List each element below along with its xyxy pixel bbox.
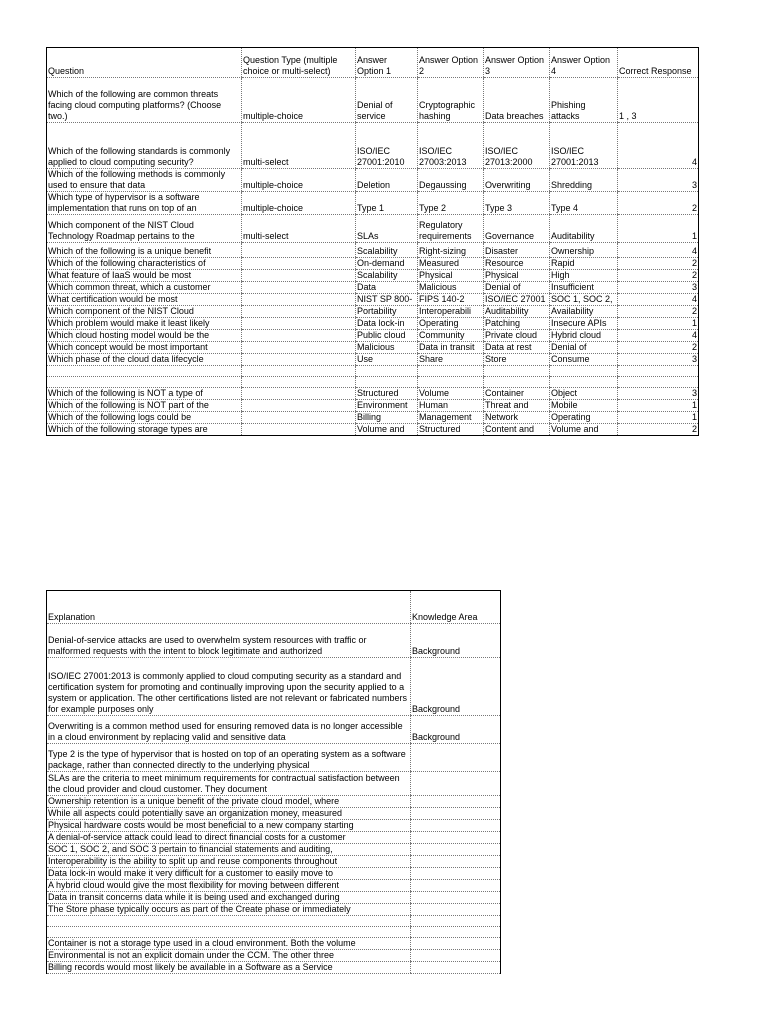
table-cell: Overwriting is a common method used for ensuring removed data is no longer accessible in a cloud environment by replacing valid and sensitive data [47, 716, 411, 744]
table-cell: multi-select [242, 215, 356, 243]
table-row [47, 938, 501, 950]
table-cell [411, 808, 501, 820]
table-cell [242, 342, 356, 354]
table-cell: Type 4 [550, 192, 618, 215]
table-cell: Cryptographic hashing [418, 78, 484, 123]
table-cell: Consume [550, 354, 618, 366]
table-cell: Which of the following are common threats facing cloud computing platforms? (Choose two.) [47, 78, 242, 123]
table-cell [411, 744, 501, 772]
table-cell: Network [484, 412, 550, 424]
table-cell: ISO/IEC 27013:2000 [484, 123, 550, 169]
table-cell: Which of the following methods is commonly used to ensure that data [47, 169, 242, 192]
table-cell [411, 772, 501, 796]
table-row [47, 306, 699, 318]
table-cell: Which cloud hosting model would be the [47, 330, 242, 342]
table-cell: Object [550, 388, 618, 400]
table-cell [411, 916, 501, 927]
table-cell: 1 [618, 400, 699, 412]
table-cell: 2 [618, 306, 699, 318]
table-cell: Which problem would make it least likely [47, 318, 242, 330]
table-cell: Interoperability is the ability to split up and reuse components throughout [47, 856, 411, 868]
table-cell: Data in transit concerns data while it is being used and exchanged during [47, 892, 411, 904]
table-cell: 1 [618, 318, 699, 330]
table-cell: 2 [618, 424, 699, 436]
table-cell [411, 950, 501, 962]
table-cell: Billing [356, 412, 418, 424]
header-cell: Question Type (multiple choice or multi-select) [242, 48, 356, 78]
table-row [47, 123, 699, 169]
table-row [47, 424, 699, 436]
table-cell: Container is not a storage type used in a cloud environment. Both the volume [47, 938, 411, 950]
table-cell: multiple-choice [242, 192, 356, 215]
table-row [47, 78, 699, 123]
table-cell: Human [418, 400, 484, 412]
header-cell: Answer Option 2 [418, 48, 484, 78]
explanation-table [46, 590, 501, 974]
table-cell: Type 2 is the type of hypervisor that is hosted on top of an operating system as a software package, rather than connected directly to the underlying physical [47, 744, 411, 772]
table-cell: A hybrid cloud would give the most flexibility for moving between different [47, 880, 411, 892]
table-cell [484, 366, 550, 377]
table-row [47, 377, 699, 388]
table-cell [411, 868, 501, 880]
table-cell: Threat and [484, 400, 550, 412]
table-cell: Denial of [550, 342, 618, 354]
table-cell: ISO/IEC 27001:2013 is commonly applied to cloud computing security as a standard and certification system for promoting and continually improving upon the security applied to a system or application. The other certifications listed are not relevant or fabricated numbers for example purposes only [47, 658, 411, 716]
table-row [47, 330, 699, 342]
table-cell [242, 400, 356, 412]
table-row [47, 868, 501, 880]
table-row [47, 658, 501, 716]
table-cell: Background [411, 716, 501, 744]
table-cell: Store [484, 354, 550, 366]
table-cell: SLAs [356, 215, 418, 243]
table-row [47, 342, 699, 354]
table-cell: 3 [618, 354, 699, 366]
table-cell: Which concept would be most important [47, 342, 242, 354]
table-row [47, 820, 501, 832]
table-row [47, 243, 699, 258]
table-cell: SLAs are the criteria to meet minimum requirements for contractual satisfaction between the cloud provider and cloud customer. They document [47, 772, 411, 796]
table-cell: Resource [484, 258, 550, 270]
table-cell: Background [411, 624, 501, 658]
table-cell [411, 938, 501, 950]
table-cell: Operating [418, 318, 484, 330]
table-cell: Community [418, 330, 484, 342]
table-cell: Measured [418, 258, 484, 270]
table-cell: Which of the following logs could be [47, 412, 242, 424]
table-row [47, 215, 699, 243]
table-row [47, 716, 501, 744]
table-cell: Ownership retention is a unique benefit of the private cloud model, where [47, 796, 411, 808]
table-cell: Deletion [356, 169, 418, 192]
table-row [47, 294, 699, 306]
table-cell: Portability [356, 306, 418, 318]
table-cell: Environment [356, 400, 418, 412]
table-cell: Type 1 [356, 192, 418, 215]
table-cell [418, 366, 484, 377]
table-cell: Shredding [550, 169, 618, 192]
table-cell: 3 [618, 169, 699, 192]
table-cell: Private cloud [484, 330, 550, 342]
table-cell [411, 892, 501, 904]
table-row [47, 832, 501, 844]
table-cell: Which type of hypervisor is a software implementation that runs on top of an [47, 192, 242, 215]
table-cell: ISO/IEC 27001:2013 [550, 123, 618, 169]
table-cell: SOC 1, SOC 2, and SOC 3 pertain to financial statements and auditing, [47, 844, 411, 856]
table-cell: Scalability [356, 243, 418, 258]
table-cell: Which of the following is NOT a type of [47, 388, 242, 400]
table-row [47, 808, 501, 820]
table-cell: Environmental is not an explicit domain under the CCM. The other three [47, 950, 411, 962]
table-cell: 3 [618, 388, 699, 400]
table-cell: 2 [618, 192, 699, 215]
table-cell: 1 [618, 215, 699, 243]
table-cell: Governance [484, 215, 550, 243]
table-cell: ISO/IEC 27001:2010 [356, 123, 418, 169]
table-cell: Type 3 [484, 192, 550, 215]
table-row [47, 192, 699, 215]
table-cell [356, 366, 418, 377]
table-cell: Physical hardware costs would be most beneficial to a new company starting [47, 820, 411, 832]
table-cell: Which component of the NIST Cloud Technology Roadmap pertains to the [47, 215, 242, 243]
table-cell: Ownership [550, 243, 618, 258]
table-cell [411, 820, 501, 832]
table-cell: Management [418, 412, 484, 424]
table-cell: Data [356, 282, 418, 294]
header-row [47, 48, 699, 78]
table-cell [242, 270, 356, 282]
header-row [47, 591, 501, 624]
table-cell: multi-select [242, 123, 356, 169]
table-row [47, 169, 699, 192]
table-row [47, 258, 699, 270]
table-cell: While all aspects could potentially save an organization money, measured [47, 808, 411, 820]
table-cell: multiple-choice [242, 78, 356, 123]
table-cell: Which of the following storage types are [48, 424, 208, 434]
table-cell: Availability [550, 306, 618, 318]
table-cell: Which of the following characteristics of [47, 258, 242, 270]
table-row [47, 856, 501, 868]
table-cell: multiple-choice [242, 169, 356, 192]
table-cell [242, 377, 356, 388]
header-cell: Answer Option 4 [550, 48, 618, 78]
table-cell: Public cloud [356, 330, 418, 342]
table-row [47, 412, 699, 424]
table-cell: 3 [618, 282, 699, 294]
table-row [47, 844, 501, 856]
header-cell: Answer Option 3 [484, 48, 550, 78]
table-cell [242, 282, 356, 294]
table-cell: The Store phase typically occurs as part of the Create phase or immediately [47, 904, 411, 916]
table-cell: Structured [418, 424, 484, 436]
table-cell: 4 [618, 123, 699, 169]
table-cell: Type 2 [418, 192, 484, 215]
table-row [47, 962, 501, 974]
table-cell: 4 [618, 294, 699, 306]
table-row [47, 904, 501, 916]
table-row [47, 366, 699, 377]
table-row [47, 270, 699, 282]
table-cell: What feature of IaaS would be most [47, 270, 242, 282]
table-cell: SOC 1, SOC 2, [550, 294, 618, 306]
table-cell: Auditability [484, 306, 550, 318]
table-cell [242, 330, 356, 342]
table-cell: Share [418, 354, 484, 366]
table-cell: On-demand [356, 258, 418, 270]
table-cell: Hybrid cloud [550, 330, 618, 342]
table-cell [618, 366, 699, 377]
table-cell: Overwriting [484, 169, 550, 192]
table-cell: 4 [618, 330, 699, 342]
table-cell: Insufficient [550, 282, 618, 294]
table-cell [242, 424, 356, 436]
table-cell: 4 [618, 243, 699, 258]
table-row [47, 772, 501, 796]
table-cell: 1 , 3 [618, 78, 699, 123]
table-cell: High [550, 270, 618, 282]
table-cell [242, 318, 356, 330]
table-cell [242, 366, 356, 377]
table-cell: Malicious [418, 282, 484, 294]
table-cell: Volume and [356, 424, 418, 436]
table-cell: 2 [618, 342, 699, 354]
table-cell: Which phase of the cloud data lifecycle [47, 354, 242, 366]
table-cell: Volume [418, 388, 484, 400]
table-cell: 2 [618, 270, 699, 282]
table-row [47, 354, 699, 366]
table-cell: Operating [550, 412, 618, 424]
table-cell: Which component of the NIST Cloud [47, 306, 242, 318]
table-cell: Which of the following is a unique benefit [47, 243, 242, 258]
table-cell [411, 962, 501, 974]
table-cell: Which of the following is NOT part of the [47, 400, 242, 412]
table-cell: 1 [618, 412, 699, 424]
table-cell: Phishing attacks [550, 78, 618, 123]
table-cell [47, 366, 242, 377]
header-cell: Correct Response [618, 48, 699, 78]
table-cell: Data lock-in would make it very difficult for a customer to easily move to [47, 868, 411, 880]
table-cell: Background [411, 658, 501, 716]
table-cell [550, 366, 618, 377]
table-row [47, 624, 501, 658]
table-cell: Auditability [550, 215, 618, 243]
table-cell [418, 377, 484, 388]
table-cell: Structured [356, 388, 418, 400]
table-cell [411, 796, 501, 808]
table-cell [356, 377, 418, 388]
table-cell: Mobile [550, 400, 618, 412]
header-cell: Knowledge Area [411, 591, 501, 624]
table-cell: NIST SP 800- [356, 294, 418, 306]
table-cell: Denial of service [356, 78, 418, 123]
table-cell: Interoperabili [418, 306, 484, 318]
table-cell: Data at rest [484, 342, 550, 354]
table-cell [411, 904, 501, 916]
table-cell [242, 243, 356, 258]
table-row [47, 282, 699, 294]
table-cell: Data breaches [484, 78, 550, 123]
table-row [47, 400, 699, 412]
table-cell: Regulatory requirements [418, 215, 484, 243]
table-row [47, 388, 699, 400]
table-cell [618, 377, 699, 388]
table-cell [411, 844, 501, 856]
table-cell: Scalability [356, 270, 418, 282]
header-cell: Answer Option 1 [356, 48, 418, 78]
table-cell: ISO/IEC 27003:2013 [418, 123, 484, 169]
table-cell [411, 856, 501, 868]
table-cell: Rapid [550, 258, 618, 270]
table-cell [47, 927, 411, 938]
table-cell [550, 377, 618, 388]
table-cell [242, 388, 356, 400]
table-cell: Data lock-in [356, 318, 418, 330]
table-row [47, 880, 501, 892]
table-cell: Data in transit [418, 342, 484, 354]
table-cell: 2 [618, 258, 699, 270]
table-cell: Use [356, 354, 418, 366]
table-cell: Patching [484, 318, 550, 330]
table-row [47, 796, 501, 808]
table-cell [242, 294, 356, 306]
table-cell: Degaussing [418, 169, 484, 192]
table-row [47, 916, 501, 927]
table-row [47, 892, 501, 904]
header-cell: Explanation [47, 591, 411, 624]
table-cell: Physical [484, 270, 550, 282]
table-row [47, 318, 699, 330]
table-cell [47, 916, 411, 927]
header-cell: Question [47, 48, 242, 78]
table-cell [484, 377, 550, 388]
table-row [47, 744, 501, 772]
table-cell: A denial-of-service attack could lead to direct financial costs for a customer [47, 832, 411, 844]
table-cell: Denial-of-service attacks are used to overwhelm system resources with traffic or malformed requests with the intent to block legitimate and authorized [47, 624, 411, 658]
table-cell: Disaster [484, 243, 550, 258]
table-cell: Content and [484, 424, 550, 436]
table-cell [242, 412, 356, 424]
table-cell: Which of the following standards is commonly applied to cloud computing security? [47, 123, 242, 169]
table-row [47, 950, 501, 962]
table-cell [411, 927, 501, 938]
table-cell: Right-sizing [418, 243, 484, 258]
table-row [47, 927, 501, 938]
table-cell: What certification would be most [47, 294, 242, 306]
table-cell [411, 832, 501, 844]
table-cell: Malicious [356, 342, 418, 354]
table-cell: Which common threat, which a customer [47, 282, 242, 294]
question-table [46, 47, 699, 436]
table-cell [47, 377, 242, 388]
table-cell: Physical [418, 270, 484, 282]
table-cell: Billing records would most likely be available in a Software as a Service [47, 962, 411, 974]
table-cell [242, 306, 356, 318]
table-cell [242, 258, 356, 270]
table-cell [242, 354, 356, 366]
table-cell: Container [484, 388, 550, 400]
table-cell: Volume and [550, 424, 618, 436]
table-cell: FIPS 140-2 [418, 294, 484, 306]
table-cell: ISO/IEC 27001 [484, 294, 550, 306]
table-cell [411, 880, 501, 892]
table-cell: Insecure APIs [550, 318, 618, 330]
table-cell: Denial of [484, 282, 550, 294]
